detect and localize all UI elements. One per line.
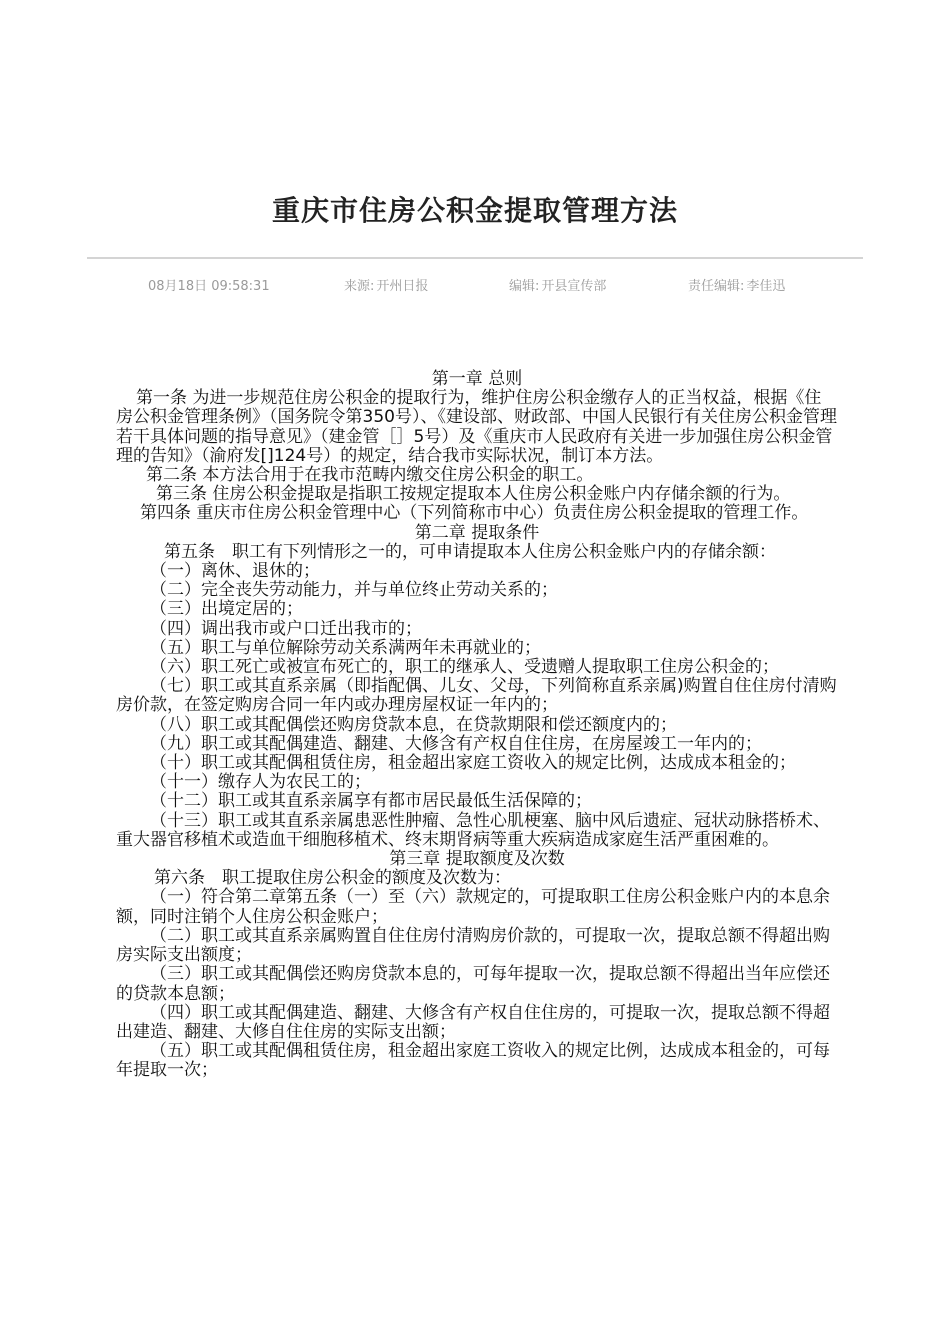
article-paragraph: （五）职工与单位解除劳动关系满两年未再就业的；	[150, 637, 541, 658]
title-divider	[87, 257, 863, 259]
article-paragraph: （二）职工或其直系亲属购置自住住房付清购房价款的，可提取一次，提取总额不得超出购房实际支出额度；	[116, 925, 830, 966]
editor-info	[509, 275, 608, 294]
article-paragraph: （三）职工或其配偶偿还购房贷款本息的，可每年提取一次，提取总额不得超出当年应偿还的贷款本息额；	[116, 964, 830, 1004]
article-paragraph: （十一）缴存人为农民工的；	[150, 772, 371, 793]
editor-label: 编辑:	[509, 279, 540, 294]
editor-value: 开县宣传部	[541, 279, 607, 294]
article-paragraph: 第三条 住房公积金提取是指职工按规定提取本人住房公积金账户内存储余额的行为。	[156, 484, 791, 505]
article-paragraph: 第五条 职工有下列情形之一的，可申请提取本人住房公积金账户内的存储余额：	[164, 541, 776, 562]
article-paragraph: （一）离休、退休的；	[150, 561, 320, 582]
source-info	[344, 275, 430, 294]
chief-editor-info	[688, 275, 787, 294]
source-value: 开州日报	[376, 279, 429, 294]
article-paragraph: （十三）职工或其直系亲属患恶性肿瘤、急性心肌梗塞、脑中风后遗症、冠状动脉搭桥术、重大器官移植术或造血干细胞移植术、终末期肾病等重大疾病造成家庭生活严重困难的。	[116, 810, 830, 850]
chapter-heading: 第三章 提取额度及次数	[389, 849, 565, 870]
article-paragraph: 第四条 重庆市住房公积金管理中心（下列简称市中心）负责住房公积金提取的管理工作。	[140, 503, 809, 524]
article-paragraph: （四）调出我市或户口迁出我市的；	[150, 618, 422, 639]
chief-editor-value: 李佳迅	[746, 279, 786, 294]
article-paragraph: （四）职工或其配偶建造、翻建、大修含有产权自住住房的，可提取一次，提取总额不得超出建造、翻建、大修自住住房的实际支出额；	[116, 1002, 830, 1042]
article-paragraph: （五）职工或其配偶租赁住房，租金超出家庭工资收入的规定比例，达成成本租金的，可每年提取一次；	[116, 1041, 830, 1081]
chapter-heading: 第二章 提取条件	[414, 522, 540, 543]
article-paragraph: （一）符合第二章第五条（一）至（六）款规定的，可提取职工住房公积金账户内的本息余额，同时注销个人住房公积金账户；	[116, 887, 830, 927]
publish-date: 08月18日 09:58:31	[148, 279, 270, 294]
article-paragraph: 第六条 职工提取住房公积金的额度及次数为：	[154, 868, 511, 889]
article-paragraph: （二）完全丧失劳动能力，并与单位终止劳动关系的；	[150, 580, 558, 601]
article-paragraph: （九）职工或其配偶建造、翻建、大修含有产权自住住房，在房屋竣工一年内的；	[150, 733, 762, 754]
article-paragraph: （十）职工或其配偶租赁住房，租金超出家庭工资收入的规定比例，达成成本租金的；	[150, 753, 796, 774]
article-paragraph: （三）出境定居的；	[150, 599, 303, 620]
page-title: 重庆市住房公积金提取管理方法	[271, 194, 678, 227]
source-label: 来源:	[344, 279, 375, 294]
article-body	[116, 370, 838, 1081]
article-paragraph: （六）职工死亡或被宣布死亡的，职工的继承人、受遗赠人提取职工住房公积金的；	[150, 657, 779, 678]
chief-editor-label: 责任编辑:	[688, 279, 745, 294]
chapter-heading: 第一章 总则	[431, 369, 523, 389]
article-paragraph: （七）职工或其直系亲属（即指配偶、儿女、父母，下列简称直系亲属)购置自住住房付清购房价款，在签定购房合同一年内或办理房屋权证一年内的；	[116, 676, 837, 716]
article-paragraph: （十二）职工或其直系亲属享有都市居民最低生活保障的；	[150, 791, 592, 812]
article-paragraph: 第一条 为进一步规范住房公积金的提取行为，维护住房公积金缴存人的正当权益，根据《住房公积金管理条例》（国务院令第350号）、《建设部、财政部、中国人民银行有关住房公积金管理若干具体问题的指导意见》（建金管［］5号）及《重庆市人民政府有关进一步加强住房公积金管理的告知》（渝府发[]124号）的规定，结合我市实际状况，制订本方法。	[116, 388, 837, 466]
article-paragraph: 第二条 本方法合用于在我市范畴内缴交住房公积金的职工。	[146, 465, 594, 486]
article-paragraph: （八）职工或其配偶偿还购房贷款本息，在贷款期限和偿还额度内的；	[150, 714, 677, 735]
